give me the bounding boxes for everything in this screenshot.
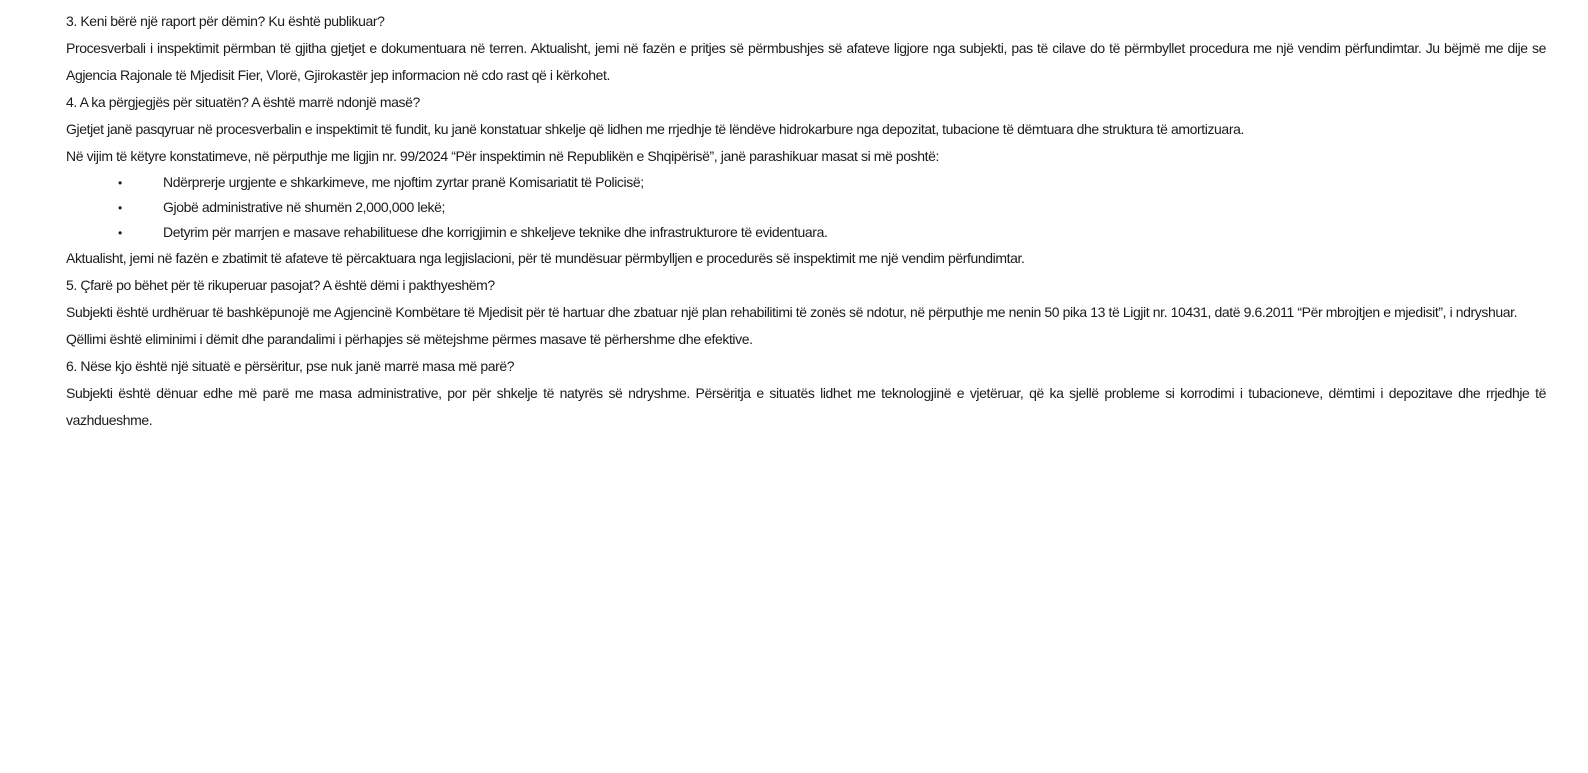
question-3: 3. Keni bërë një raport për dëmin? Ku është publikuar? — [66, 13, 385, 29]
list-item — [66, 195, 1546, 220]
bullet-icon: • — [118, 201, 122, 215]
list-item — [66, 170, 1546, 195]
question-5: 5. Çfarë po bëhet për të rikuperuar pasojat? A është dëmi i pakthyeshëm? — [66, 277, 495, 293]
bullet-icon: • — [118, 226, 122, 240]
bullet-item-text: Ndërprerje urgjente e shkarkimeve, me njoftim zyrtar pranë Komisariatit të Policisë; — [163, 174, 644, 190]
answer-5-paragraph-2: Qëllimi është eliminimi i dëmit dhe parandalimi i përhapjes së mëtejshme përmes masave të përhershme dhe efektive. — [66, 331, 753, 347]
answer-6-paragraph-1: Subjekti është dënuar edhe më parë me masa administrative, por për shkelje të natyrës së ndryshme. Përsëritja e situatës lidhet me teknologjinë e vjetëruar, që ka sjellë probleme si korrodimi i tubacioneve, dëmtimi i depozitave dhe rrjedhje të vazhdueshme. — [66, 385, 1546, 428]
question-6: 6. Nëse kjo është një situatë e përsëritur, pse nuk janë marrë masa më parë? — [66, 358, 515, 374]
list-item — [66, 220, 1546, 245]
bullet-icon: • — [118, 176, 122, 190]
answer-4-paragraph-2: Në vijim të këtyre konstatimeve, në përputhje me ligjin nr. 99/2024 “Për inspektimin në Republikën e Shqipërisë”, janë parashikuar masat si më poshtë: — [66, 148, 940, 164]
bullet-item-text: Detyrim për marrjen e masave rehabilituese dhe korrigjimin e shkeljeve teknike dhe infrastrukturore të evidentuara. — [163, 224, 828, 240]
question-4: 4. A ka përgjegjës për situatën? A është marrë ndonjë masë? — [66, 94, 420, 110]
bullet-item-text: Gjobë administrative në shumën 2,000,000 lekë; — [163, 199, 446, 215]
answer-4-paragraph-1: Gjetjet janë pasqyruar në procesverbalin e inspektimit të fundit, ku janë konstatuar shkelje që lidhen me rrjedhje të lëndëve hidrokarbure nga depozitat, tubacione të dëmtuara dhe struktura të amortizuara. — [66, 121, 1244, 137]
answer-3-paragraph-1: Procesverbali i inspektimit përmban të gjitha gjetjet e dokumentuara në terren. Aktualisht, jemi në fazën e pritjes së përmbushjes së afateve ligjore nga subjekti, pas të cilave do të përmbyllet procedura me një vendim përfundimtar. Ju bëjmë me dije se Agjencia Rajonale të Mjedisit Fier, Vlorë, Gjirokastër jep informacion në cdo rast që i kërkohet. — [66, 40, 1546, 83]
measures-bullet-list — [66, 170, 1546, 245]
answer-4-closing-paragraph: Aktualisht, jemi në fazën e zbatimit të afateve të përcaktuara nga legjislacioni, për të mundësuar përmbylljen e procedurës së inspektimit me një vendim përfundimtar. — [66, 250, 1025, 266]
answer-5-paragraph-1: Subjekti është urdhëruar të bashkëpunojë me Agjencinë Kombëtare të Mjedisit për të hartuar dhe zbatuar një plan rehabilitimi të zonës së ndotur, në përputhje me nenin 50 pika 13 të Ligjit nr. 10431, datë 9.6.2011 “Për mbrojtjen e mjedisit”, i ndryshuar. — [66, 304, 1518, 320]
